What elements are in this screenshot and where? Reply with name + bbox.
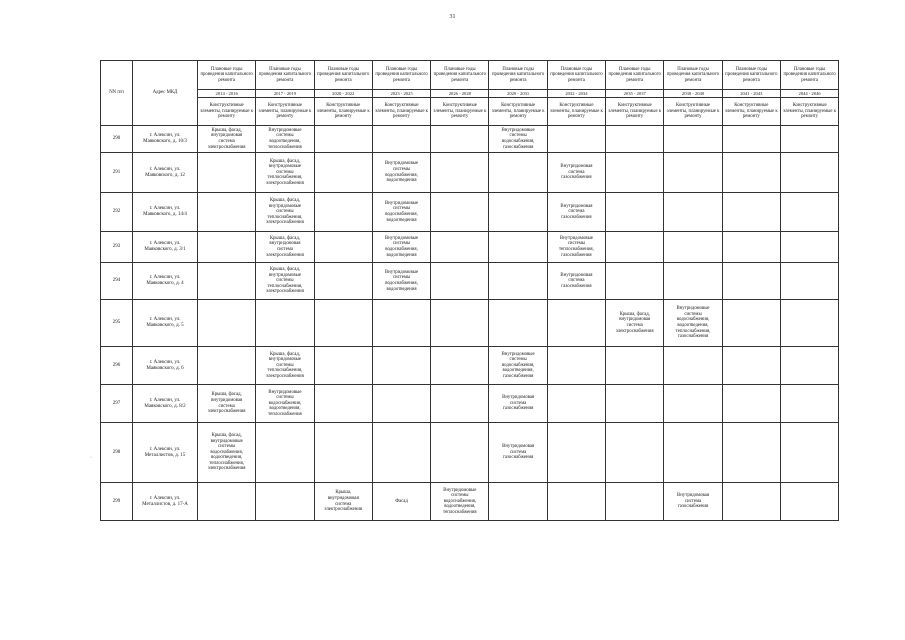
header-elements-label: Конструктивные элементы, планируемые к ремонту (198, 98, 256, 126)
table-row (101, 385, 839, 423)
header-period-range: 2038 - 2040 (664, 90, 722, 98)
planned-elements-cell (664, 126, 722, 153)
header-period-range: 2017 - 2019 (256, 90, 314, 98)
planned-elements-cell (198, 153, 256, 193)
planned-elements-cell: Внутридомовые системы водоснабжения, газоснабжения (489, 126, 547, 153)
table-row (101, 263, 839, 300)
planned-elements-cell: Внутридомовая система газоснабжения (547, 263, 605, 300)
planned-elements-cell: Внутридомовая система газоснабжения (547, 153, 605, 193)
planned-elements-cell (547, 423, 605, 483)
planned-elements-cell (256, 300, 314, 347)
planned-elements-cell (431, 385, 489, 423)
row-address: г. Алексин, ул. Маяковского, д. 6 (133, 347, 198, 385)
planned-elements-cell: Внутридомовые системы водоснабжения, водоотведения, теплоснабжения (431, 483, 489, 521)
row-number: 291 (101, 153, 133, 193)
header-elements-label: Конструктивные элементы, планируемые к ремонту (314, 98, 372, 126)
planned-elements-cell (606, 423, 664, 483)
table-row (101, 300, 839, 347)
row-address: г. Алексин, ул. Маяковского, д. 3/1 (133, 232, 198, 263)
header-elements-label: Конструктивные элементы, планируемые к ремонту (664, 98, 722, 126)
planned-elements-cell: Крыша, фасад, внутридомовая система электроснабжения (198, 126, 256, 153)
planned-elements-cell (606, 347, 664, 385)
row-number: 295 (101, 300, 133, 347)
header-elements-label: Конструктивные элементы, планируемые к ремонту (780, 98, 838, 126)
planned-elements-cell (780, 126, 838, 153)
table-row (101, 423, 839, 483)
row-number: 293 (101, 232, 133, 263)
planned-elements-cell: Внутридомовые системы водоснабжения, водоотведения (372, 263, 430, 300)
planned-elements-cell (722, 232, 780, 263)
planned-elements-cell (198, 263, 256, 300)
planned-elements-cell (372, 423, 430, 483)
planned-elements-cell (780, 232, 838, 263)
planned-elements-cell (722, 385, 780, 423)
header-period-label: Плановые годы проведения капитального ремонта (372, 61, 430, 90)
table-row (101, 232, 839, 263)
planned-elements-cell (489, 483, 547, 521)
planned-elements-cell (722, 300, 780, 347)
row-address: г. Алексин, ул. Маяковского, д. 10/3 (133, 126, 198, 153)
planned-elements-cell (314, 126, 372, 153)
row-number: 290 (101, 126, 133, 153)
planned-elements-cell: Внутридомовые системы водоснабжения, водоотведения (372, 153, 430, 193)
planned-elements-cell (256, 423, 314, 483)
planned-elements-cell: Крыша, фасад, внутридомовая система электроснабжения (198, 385, 256, 423)
row-address: г. Алексин, ул. Маяковского, д. 4 (133, 263, 198, 300)
planned-elements-cell: Внутридомовые системы теплоснабжения, газоснабжения (547, 232, 605, 263)
table-row (101, 153, 839, 193)
row-address: г. Алексин, ул. Маяковского, д. 14/4 (133, 193, 198, 232)
planned-elements-cell (664, 193, 722, 232)
row-address: г. Алексин, ул. Маяковского, д. 8/2 (133, 385, 198, 423)
planned-elements-cell: Крыша, фасад, внутридомовая система электроснабжения (256, 232, 314, 263)
planned-elements-cell: Крыша, фасад, внутридомовые системы теплоснабжения, электроснабжения (256, 153, 314, 193)
planned-elements-cell (664, 263, 722, 300)
page-number: 31 (449, 14, 456, 20)
header-period-range: 2020 - 2022 (314, 90, 372, 98)
table-row (101, 483, 839, 521)
planned-elements-cell (198, 232, 256, 263)
planned-elements-cell (722, 263, 780, 300)
planned-elements-cell (431, 232, 489, 263)
header-period-range: 2026 - 2028 (431, 90, 489, 98)
planned-elements-cell (489, 193, 547, 232)
planned-elements-cell (664, 232, 722, 263)
planned-elements-cell (664, 385, 722, 423)
planned-elements-cell (198, 193, 256, 232)
planned-elements-cell (431, 263, 489, 300)
planned-elements-cell (722, 423, 780, 483)
capital-repair-schedule-table (100, 60, 839, 521)
row-number: 299 (101, 483, 133, 521)
planned-elements-cell: Внутридомовые системы водоснабжения, водоотведения, теплоснабжения (256, 385, 314, 423)
planned-elements-cell (431, 153, 489, 193)
planned-elements-cell (780, 347, 838, 385)
row-number: 297 (101, 385, 133, 423)
header-elements-label: Конструктивные элементы, планируемые к ремонту (256, 98, 314, 126)
planned-elements-cell (314, 193, 372, 232)
planned-elements-cell (547, 347, 605, 385)
planned-elements-cell (780, 483, 838, 521)
header-period-label: Плановые годы проведения капитального ремонта (606, 61, 664, 90)
planned-elements-cell: Внутридомовая система газоснабжения (489, 385, 547, 423)
planned-elements-cell (664, 153, 722, 193)
planned-elements-cell (489, 232, 547, 263)
header-period-range: 2044 - 2046 (780, 90, 838, 98)
planned-elements-cell (198, 347, 256, 385)
row-address: г. Алексин, ул. Металлистов, д. 15 (133, 423, 198, 483)
planned-elements-cell (780, 423, 838, 483)
planned-elements-cell (722, 347, 780, 385)
planned-elements-cell (198, 300, 256, 347)
scan-mark: · (90, 455, 92, 461)
planned-elements-cell (431, 126, 489, 153)
planned-elements-cell (489, 153, 547, 193)
planned-elements-cell (780, 263, 838, 300)
planned-elements-cell (780, 153, 838, 193)
planned-elements-cell (780, 300, 838, 347)
planned-elements-cell: Крыша, внутридомовая система электроснабжения (314, 483, 372, 521)
planned-elements-cell (256, 483, 314, 521)
header-elements-label: Конструктивные элементы, планируемые к ремонту (431, 98, 489, 126)
planned-elements-cell (314, 153, 372, 193)
planned-elements-cell (606, 126, 664, 153)
planned-elements-cell (431, 300, 489, 347)
planned-elements-cell (372, 385, 430, 423)
header-period-range: 2023 - 2025 (372, 90, 430, 98)
header-period-label: Плановые годы проведения капитального ремонта (489, 61, 547, 90)
planned-elements-cell: Крыша, фасад, внутридомовые системы теплоснабжения, электроснабжения (256, 193, 314, 232)
header-num: NN п/п (101, 61, 133, 126)
row-number: 298 (101, 423, 133, 483)
planned-elements-cell: Внутридомовые системы водоотведения, теплоснабжения (256, 126, 314, 153)
header-period-label: Плановые годы проведения капитального ремонта (664, 61, 722, 90)
planned-elements-cell (431, 193, 489, 232)
row-address: г. Алексин, ул. Маяковского, д. 5 (133, 300, 198, 347)
planned-elements-cell (722, 126, 780, 153)
planned-elements-cell (606, 193, 664, 232)
planned-elements-cell (314, 232, 372, 263)
header-period-range: 2014 - 2016 (198, 90, 256, 98)
planned-elements-cell (722, 483, 780, 521)
header-address: Адрес МКД (133, 61, 198, 126)
header-elements-label: Конструктивные элементы, планируемые к ремонту (547, 98, 605, 126)
planned-elements-cell (606, 263, 664, 300)
header-period-range: 2032 - 2034 (547, 90, 605, 98)
header-period-label: Плановые годы проведения капитального ремонта (256, 61, 314, 90)
header-elements-label: Конструктивные элементы, планируемые к ремонту (489, 98, 547, 126)
table-row (101, 193, 839, 232)
planned-elements-cell (198, 483, 256, 521)
planned-elements-cell: Крыша, фасад, внутридомовые системы теплоснабжения, электроснабжения (256, 347, 314, 385)
planned-elements-cell: Внутридомовые системы водоснабжения, водоотведения (372, 232, 430, 263)
planned-elements-cell (606, 385, 664, 423)
planned-elements-cell (431, 423, 489, 483)
row-number: 294 (101, 263, 133, 300)
header-elements-label: Конструктивные элементы, планируемые к ремонту (606, 98, 664, 126)
header-period-label: Плановые годы проведения капитального ремонта (722, 61, 780, 90)
row-address: г. Алексин, ул. Маяковского, д. 12 (133, 153, 198, 193)
planned-elements-cell: Внутридомовые системы водоснабжения, водоотведения (372, 193, 430, 232)
header-period-range: 2035 - 2037 (606, 90, 664, 98)
planned-elements-cell: Внутридомовые системы водоснабжения, водоотведения, теплоснабжения, газоснабжения (664, 300, 722, 347)
planned-elements-cell (372, 126, 430, 153)
planned-elements-cell: Внутридомовая система газоснабжения (547, 193, 605, 232)
planned-elements-cell: Крыша, фасад, внутридомовые системы водоснабжения, водоотведения, теплоснабжения, электроснабжения (198, 423, 256, 483)
planned-elements-cell (664, 347, 722, 385)
row-number: 292 (101, 193, 133, 232)
row-number: 296 (101, 347, 133, 385)
header-elements-label: Конструктивные элементы, планируемые к ремонту (372, 98, 430, 126)
planned-elements-cell (431, 347, 489, 385)
header-period-label: Плановые годы проведения капитального ремонта (314, 61, 372, 90)
planned-elements-cell (314, 385, 372, 423)
header-period-range: 2029 - 2031 (489, 90, 547, 98)
table-row (101, 126, 839, 153)
row-address: г. Алексин, ул. Металлистов, д. 17-А (133, 483, 198, 521)
planned-elements-cell: Внутридомовые системы водоснабжения, водоотведения, газоснабжения (489, 347, 547, 385)
header-period-label: Плановые годы проведения капитального ремонта (198, 61, 256, 90)
planned-elements-cell (314, 263, 372, 300)
header-period-label: Плановые годы проведения капитального ремонта (780, 61, 838, 90)
planned-elements-cell (606, 483, 664, 521)
planned-elements-cell: Крыша, фасад, внутридомовые системы теплоснабжения, электроснабжения (256, 263, 314, 300)
planned-elements-cell: Крыша, фасад, внутридомовая система электроснабжения (606, 300, 664, 347)
planned-elements-cell (489, 263, 547, 300)
planned-elements-cell (722, 153, 780, 193)
planned-elements-cell (547, 385, 605, 423)
planned-elements-cell (314, 300, 372, 347)
header-elements-label: Конструктивные элементы, планируемые к ремонту (722, 98, 780, 126)
planned-elements-cell (547, 126, 605, 153)
planned-elements-cell: Внутридомовая система газоснабжения (489, 423, 547, 483)
table-row (101, 347, 839, 385)
planned-elements-cell (722, 193, 780, 232)
planned-elements-cell (606, 153, 664, 193)
planned-elements-cell (664, 423, 722, 483)
planned-elements-cell (372, 347, 430, 385)
planned-elements-cell (489, 300, 547, 347)
planned-elements-cell (372, 300, 430, 347)
header-period-label: Плановые годы проведения капитального ремонта (547, 61, 605, 90)
planned-elements-cell (780, 385, 838, 423)
planned-elements-cell (780, 193, 838, 232)
planned-elements-cell (547, 483, 605, 521)
planned-elements-cell: Внутридомовая система газоснабжения (664, 483, 722, 521)
planned-elements-cell (547, 300, 605, 347)
planned-elements-cell (606, 232, 664, 263)
planned-elements-cell (314, 347, 372, 385)
header-period-label: Плановые годы проведения капитального ремонта (431, 61, 489, 90)
planned-elements-cell: Фасад (372, 483, 430, 521)
header-period-range: 2041 - 2043 (722, 90, 780, 98)
planned-elements-cell (314, 423, 372, 483)
